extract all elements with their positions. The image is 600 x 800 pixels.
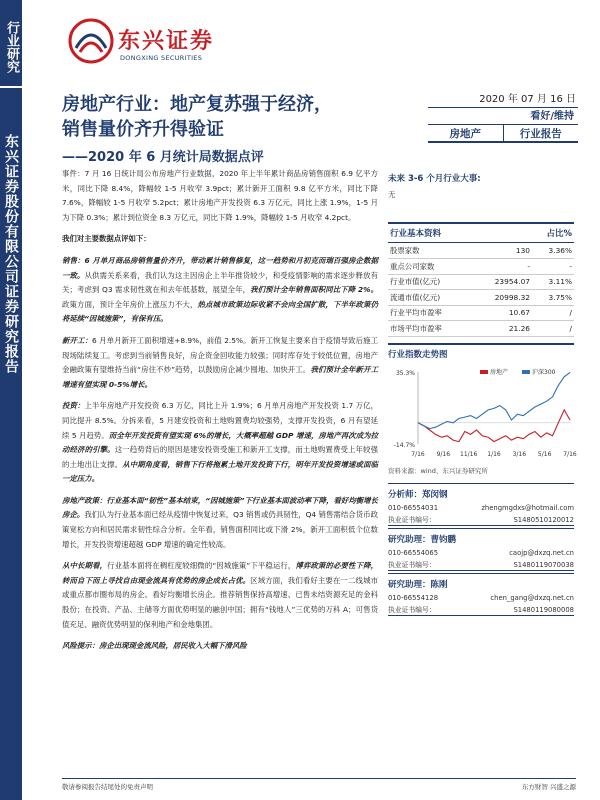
chart-point (540, 436, 541, 437)
sales-bold-2: 热点城市政策边际收紧不会向全国扩散，下半年政策仍将延续“因城施策”，有保有压。 (62, 299, 378, 324)
basic-info-table (388, 243, 574, 337)
chart-point (552, 396, 553, 397)
analyst-role: 研究助理： (388, 534, 431, 545)
analyst-cert-label: 执业证书编号： (388, 515, 436, 524)
analyst-email[interactable]: zhengmgdxs@hotmail.com (481, 503, 574, 512)
chart-point (511, 419, 512, 420)
sidebar (0, 0, 22, 800)
chart-point (453, 422, 454, 423)
basic-info-row (388, 274, 574, 290)
basic-info-label: 市场平均市盈率 (388, 321, 484, 337)
basic-info-label: 行业市值(亿元) (388, 274, 484, 290)
chart-point (546, 400, 547, 401)
basic-info-label: 股票家数 (388, 243, 484, 259)
basic-info-value: - (484, 259, 532, 275)
chart-point (482, 413, 483, 414)
chart-legend-swatch (480, 370, 488, 374)
chart-point (535, 431, 536, 432)
chart-point (529, 411, 530, 412)
risk-text: 房企出现现金流风险，居民收入大幅下滑风险 (98, 641, 247, 651)
paragraph-new-construction (62, 334, 378, 392)
outlook-text: 行业基本面将在稠杠度较细微的“因城施策”下平稳运行， (107, 561, 296, 571)
basic-info-pct: 3.75% (532, 290, 574, 306)
basic-info-pct: - (532, 259, 574, 275)
investment-text: 上半年房地产开发投资 6.3 万亿，同比上升 1.9%；6 月单月房地产开发投资 1.7 万亿，同比提升 8.5%。分拆来看，5 月建安投资和土地购置费均较强势，支撑开发投资，6 月有望延续 5 月趋势。 (62, 401, 378, 440)
chart-x-tick: 9/16 (436, 450, 451, 458)
chart-point (482, 435, 483, 436)
analyst-cert-number: S1480510120012 (513, 515, 574, 524)
logo-en: DONGXING SECURITIES (120, 54, 203, 62)
analyst-role: 分析师： (388, 489, 423, 500)
chart-point (435, 426, 436, 427)
basic-info-label: 行业平均市盈率 (388, 305, 484, 321)
paragraph-sales (62, 254, 378, 327)
chart-point (476, 429, 477, 430)
chart-point (523, 415, 524, 416)
title-line-1: 房地产行业：地产复苏强于经济， (62, 94, 332, 115)
chart-point (558, 422, 559, 423)
chart-point (470, 415, 471, 416)
chart-point (546, 432, 547, 433)
sales-lead: 销售：6 月单月商品房销售量价齐升，带动累计销售修复，这一趋势和月初克而瑞百强房企数据一致。 (62, 255, 378, 280)
analyst-name (388, 483, 574, 502)
events-body: 无 (388, 190, 396, 199)
chart-point (435, 434, 436, 435)
chart-point (570, 372, 571, 373)
investment-text-2: 这一趋势背后的原因是建安投资受施工和新开工支撑，而土地购置费受上年较强的土地出让支撑。 (62, 445, 378, 469)
tag-industry: 房地产 (449, 128, 481, 140)
construction-bold: 我们预计全年新开工增速有望实现 0-5%增长。 (62, 365, 378, 389)
chart-point (540, 403, 541, 404)
chart-point (505, 435, 506, 436)
sales-text: 从供需关系来看，我们认为这主因房企上半年推货较少，和受疫情影响的需求逐步释放有关；考虑到 Q3 需求韧性就在和去年低基数，展望全年， (62, 270, 378, 295)
chart-point (494, 441, 495, 442)
report-date: 2020 年 07 月 16 日 (428, 92, 578, 108)
analyst-cert-label: 执业证书编号： (388, 560, 436, 569)
chart-point (441, 436, 442, 437)
chart-legend-label: 房地产 (490, 368, 509, 376)
basic-info-row (388, 243, 574, 259)
events-title: 未来 3-6 个月行业大事: (388, 174, 481, 184)
chart-point (453, 439, 454, 440)
basic-info-row (388, 321, 574, 337)
basic-info-row (388, 305, 574, 321)
chart-y-tick: -14.7% (393, 441, 415, 449)
right-column (388, 172, 577, 618)
sales-bold: 我们预计全年销售面积同比下降 2%。 (250, 285, 378, 295)
analyst-cert-label: 执业证书编号： (388, 605, 436, 614)
chart-point (464, 431, 465, 432)
chart-point (505, 409, 506, 410)
report-body (62, 167, 378, 661)
chart-legend-label: 沪深300 (532, 368, 556, 376)
chart-point (511, 439, 512, 440)
outlook-lead: 从中长期看， (62, 561, 108, 571)
chart-legend-swatch (522, 370, 530, 374)
report-tags (428, 125, 578, 143)
risk-lead: 风险提示： (62, 641, 99, 651)
chart-point (500, 438, 501, 439)
basic-info-pct-header: 占比% (546, 229, 572, 239)
paragraph-intro: 我们对主要数据点评如下： (62, 234, 151, 244)
report-meta (428, 92, 578, 143)
analyst-name (388, 528, 574, 547)
paragraph-risk (62, 639, 378, 654)
report-subtitle: ——2020 年 6 月统计局数据点评 (62, 150, 264, 165)
chart-x-tick: 3/16 (512, 450, 527, 458)
outlook-bold: 博弈政策的必要性下降，转而自下而上寻找自由现金流具有优势的房企成长占优。 (62, 561, 378, 585)
chart-point (424, 425, 425, 426)
chart-point (552, 435, 553, 436)
analyst-person: 郑闵钢 (422, 489, 448, 500)
construction-text: 6 月单月新开工面积增速+8.9%，前值 2.5%。新开工恢复主要来自于疫情导致后施工现场陆续复工。考虑到当前销售良好，房企资金回收能力较强；同时库存处于较低位置，房地产金融政策有望维持当前“房住不炒”趋势，以鼓励房企减少囤地、加快开工。 (62, 335, 378, 375)
chart-x-tick: 1/16 (487, 450, 501, 458)
chart-point (418, 422, 419, 423)
basic-info-pct: / (532, 305, 574, 321)
basic-info-header (388, 222, 574, 243)
analyst-contact (388, 592, 574, 604)
chart-point (500, 405, 501, 406)
tag-type: 行业报告 (503, 125, 579, 141)
analyst-phone: 010-66554128 (388, 593, 439, 602)
index-chart (388, 364, 577, 464)
basic-info-row (388, 259, 574, 275)
chart-point (476, 418, 477, 419)
basic-info-value: 10.67 (484, 305, 532, 321)
paragraph-outlook (62, 559, 378, 632)
paragraph-event: 事件：7 月 16 日统计局公布房地产行业数据，2020 年上半年累计商品房销售面积 6.9 亿平方米，同比下降 8.4%，降幅较 1-5 月收窄 3.9pct；累计新开工面积 9.8 亿平方米，同比下降 7.6%，降幅较 1-5 月收窄 5.2pct；累计房地产开发投资 6.3 万亿元，同比上涨 1.9%，1-5 月为下降 0.3%；累计到位资金 8.3 万亿元，同比下降 1.9%，降幅较 1-5 月收窄 4.2pct。 (62, 169, 378, 222)
basic-info-pct: 3.11% (532, 274, 574, 290)
chart-point (459, 418, 460, 419)
analyst-cert (388, 604, 574, 616)
logo-mark-icon (68, 18, 114, 64)
chart-point (523, 438, 524, 439)
analyst-person: 陈刚 (430, 579, 448, 590)
index-chart-title: 行业指数走势图 (388, 343, 574, 360)
chart-x-tick: 5/16 (537, 450, 552, 458)
chart-point (564, 376, 565, 377)
chart-point (429, 429, 430, 430)
basic-info-value: 23954.07 (484, 274, 532, 290)
outlook-text-2: 区域方面，我们看好主要在一二线城市或重点都市圈布局的房企。看好均衡增长房企。推荐销售保持高增速、已售未结资源充足的金科股份；在投资、产品、主储等方面优势明显的融创中国；拥有“钱地人”三优势的万科 A；可售货值充足、融资优势明显的保利地产和金地集团。 (62, 575, 378, 629)
chart-point (558, 385, 559, 386)
chart-point (488, 409, 489, 410)
page-footer (62, 778, 576, 791)
report-title (62, 92, 382, 142)
chart-source: 资料来源：wind、东兴证券研究所 (388, 466, 488, 475)
investment-bold-2: 从中期角度看，销售下行将拖累土地开发投资下行，明年开发投资增速或面临一定压力。 (62, 459, 378, 484)
chart-point (464, 416, 465, 417)
chart-point (447, 435, 448, 436)
basic-info-label: 重点公司家数 (388, 259, 484, 275)
chart-point (494, 408, 495, 409)
sales-text-2: 政策方面，预计全年房价上涨压力不大， (62, 299, 198, 309)
paragraph-policy (62, 494, 378, 552)
chart-y-tick: 35.3% (395, 369, 415, 377)
analyst-cert (388, 514, 574, 526)
analyst-role: 研究助理： (388, 579, 431, 590)
chart-series-line (418, 372, 570, 428)
chart-point (529, 434, 530, 435)
analyst-contact (388, 502, 574, 514)
analyst-list (388, 483, 574, 616)
investment-lead: 投资： (62, 401, 85, 411)
chart-point (570, 419, 571, 420)
logo-cn: 东兴证券 (118, 29, 215, 54)
analyst-contact (388, 547, 574, 559)
footer-slogan: 东方财智 兴盛之源 (521, 783, 576, 791)
title-line-2: 销售量价齐升得验证 (62, 119, 224, 140)
construction-lead: 新开工： (62, 335, 93, 345)
sidebar-company: 东兴证券股份有限公司证券研究报告 (0, 88, 22, 800)
analyst-cert (388, 559, 574, 571)
sidebar-category: 行业研究 (0, 0, 22, 86)
chart-point (564, 409, 565, 410)
basic-info-row (388, 290, 574, 306)
investment-bold: 而全年开发投资有望实现 6%的增长，大概率超越 GDP 增速，房地产再次成为拉动经济的引擎。 (62, 430, 378, 455)
analyst-person: 曹钧鹏 (430, 534, 457, 545)
chart-x-tick: 7/16 (563, 450, 577, 458)
basic-info-value: 20998.32 (484, 290, 532, 306)
analyst-phone: 010-66554031 (388, 503, 439, 512)
chart-point (441, 423, 442, 424)
chart-x-tick: 7/16 (411, 450, 425, 458)
chart-x-tick: 11/16 (460, 450, 478, 458)
chart-point (459, 441, 460, 442)
footer-disclaimer: 敬请参阅报告结尾处的免责声明 (62, 783, 153, 791)
company-logo (68, 16, 228, 72)
analyst-email[interactable]: chen_gang@dxzq.net.cn (490, 593, 574, 602)
chart-point (517, 436, 518, 437)
basic-info-value: 130 (484, 243, 532, 259)
basic-info-value: 21.26 (484, 321, 532, 337)
chart-point (488, 436, 489, 437)
analyst-cert-number: S1480119080008 (513, 605, 574, 614)
policy-lead: 房地产政策：行业基本面“韧性”基本结束，“因城施策”下行业基本面波动率下降，看好均衡增长房企。 (62, 495, 378, 520)
chart-point (447, 421, 448, 422)
policy-text: 我们认为行业基本面已经从疫情中恢复过来，Q3 销售或仍具韧性，Q4 销售需结合货币政策宽松方向和居民需求韧性综合分析。全年看，销售面积同比或下滑 2%，新开工面积低个位数增长，开发投资增速超越 GDP 增速的确定性较高。 (62, 510, 378, 549)
index-chart-svg (388, 364, 577, 464)
chart-point (535, 406, 536, 407)
report-rating: 看好/维持 (428, 108, 578, 125)
analyst-cert-number: S1480119070038 (513, 560, 574, 569)
paragraph-investment (62, 399, 378, 487)
analyst-phone: 010-66554065 (388, 548, 439, 557)
basic-info-pct: / (532, 321, 574, 337)
basic-info-title: 行业基本资料 (390, 229, 442, 239)
basic-info-pct: 3.36% (532, 243, 574, 259)
chart-point (517, 413, 518, 414)
chart-point (429, 428, 430, 429)
analyst-email[interactable]: caojp@dxzq.net.cn (509, 548, 574, 557)
chart-series-line (418, 409, 570, 441)
basic-info-label: 流通市值(亿元) (388, 290, 484, 306)
analyst-name (388, 573, 574, 592)
chart-point (470, 434, 471, 435)
